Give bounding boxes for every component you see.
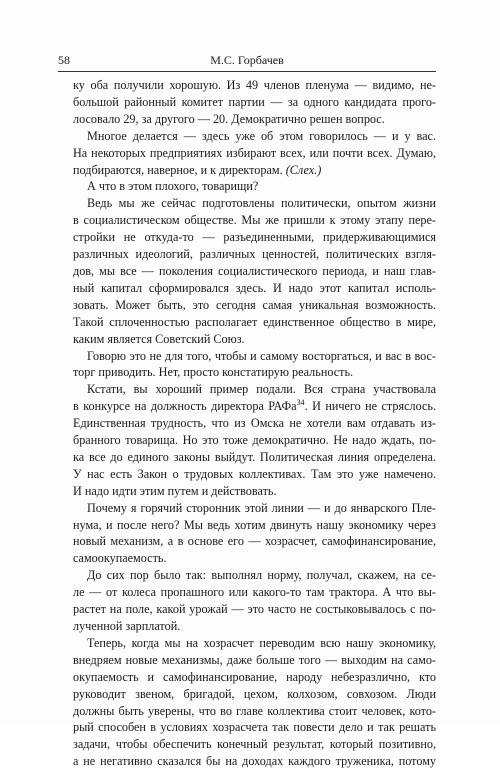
text-line-with-footnote [73,398,436,415]
header-rule [58,71,436,72]
page-number: 58 [58,53,70,67]
text-line: каким является Советский Союз. [73,331,245,346]
text-line: стройки не откуда-то — разъединенными, придерживающимися [73,230,436,245]
text-line: Почему я горячий сторонник этой линии — и до январского Пле- [87,500,436,515]
page-header [58,53,436,69]
paragraph [73,635,436,770]
paragraph [73,77,436,128]
paragraph [73,195,436,347]
text-line: различных идеологий, различных ценностей, политических взгля- [73,247,436,262]
text-line: руководит звеном, бригадой, цехом, колхозом, совхозом. Люди [73,686,436,701]
text-line: На некоторых предприятиях избирают всех, или почти всех. Думаю, [73,145,436,160]
text-line: И надо идти этим путем и действовать. [73,483,277,498]
text-line: А что в этом плохого, товарищи? [87,179,259,194]
text-line: У нас есть Закон о трудовых коллективах. Там это уже намечено. [73,466,436,481]
paragraph [73,348,436,382]
text-fragment: . И ничего не стряслось. [304,399,436,414]
text-line: задачи, чтобы обеспечить конечный результат, который позитивно, [73,737,436,752]
text-line: нума, и после него? Мы ведь хотим двинуть нашу экономику через [73,517,436,532]
text-line: торг приводить. Нет, просто констатирую реальность. [73,365,354,380]
paragraph [73,178,436,195]
text-fragment: подбираются, наверное, и к директорам. [73,162,283,177]
text-line: в социалистическом обществе. Мы же пришли к этому этапу пере- [73,213,436,228]
text-line: лосовало 29, за другого — 20. Демократично решен вопрос. [73,111,385,126]
paragraph [73,567,436,635]
audience-remark: (Слех.) [285,162,322,177]
text-line: лученной зарплатой. [73,619,181,633]
body-text [73,77,436,770]
text-line: ка все до единого законы выйдут. Политическая линия определена. [73,449,436,464]
text-line: новый механизм, а в основе его — хозрасчет, самофинансирование, [73,534,436,549]
text-line: Ведь мы же сейчас подготовлены политически, опытом жизни [87,196,436,211]
text-line: бранного товарища. Но это тоже демократично. Не надо ждать, по- [73,433,436,448]
running-title: М.С. Горбачев [210,53,284,67]
text-fragment: в конкурсе на должность директора РАФа [73,399,297,414]
text-line: ный капитал сформировался здесь. И надо этот капитал исполь- [73,280,436,295]
paragraph [73,500,436,568]
text-line: Такой сплоченностью располагает единственное общество в мире, [73,314,436,329]
text-line: рый способен в условиях хозрасчета так повести дело и так решать [73,720,436,735]
paragraph [73,128,436,179]
text-line: самоокупаемость. [73,551,167,566]
text-line: зовать. Может быть, это сегодня самая уникальная возможность. [73,297,436,312]
paragraph [73,381,436,499]
text-line-with-aside [73,162,436,179]
text-line: Говорю это не для того, чтобы и самому восторгаться, и вас в вос- [87,348,436,363]
text-line: ле — от колеса пропашного или какого-то там трактора. А что вы- [73,585,436,600]
text-line: Многое делается — здесь уже об этом говорилось — и у вас. [87,128,436,143]
text-line: большой районный комитет партии — за одного кандидата прого- [73,94,436,109]
text-line: Кстати, вы хороший пример подали. Вся страна участвовала [87,382,436,397]
text-line: ку оба получили хорошую. Из 49 членов пленума — видимо, не- [73,78,436,92]
text-line: дов, мы все — поколения социалистического периода, и наш глав- [73,263,436,278]
text-line: окупаемость и самофинансирование, народу небезразлично, кто [73,669,436,684]
text-line: растет на поле, какой урожай — это часто не состыковывалось с по- [73,602,436,617]
text-line: Единственная трудность, что из Омска не хотели вам отдавать из- [73,416,436,431]
text-line: внедряем новые механизмы, даже больше того — выходим на само- [73,652,436,667]
text-line: а не негативно сказался бы на доходах каждого труженика, потому [73,754,436,769]
text-line: Теперь, когда мы на хозрасчет переводим всю нашу экономику, [87,635,436,650]
text-line: До сих пор было так: выполнял норму, получал, скажем, на се- [87,568,436,583]
footnote-reference[interactable]: 34 [296,398,305,408]
text-line: должны быть уверены, что во главе коллектива стоит человек, кото- [73,703,436,718]
